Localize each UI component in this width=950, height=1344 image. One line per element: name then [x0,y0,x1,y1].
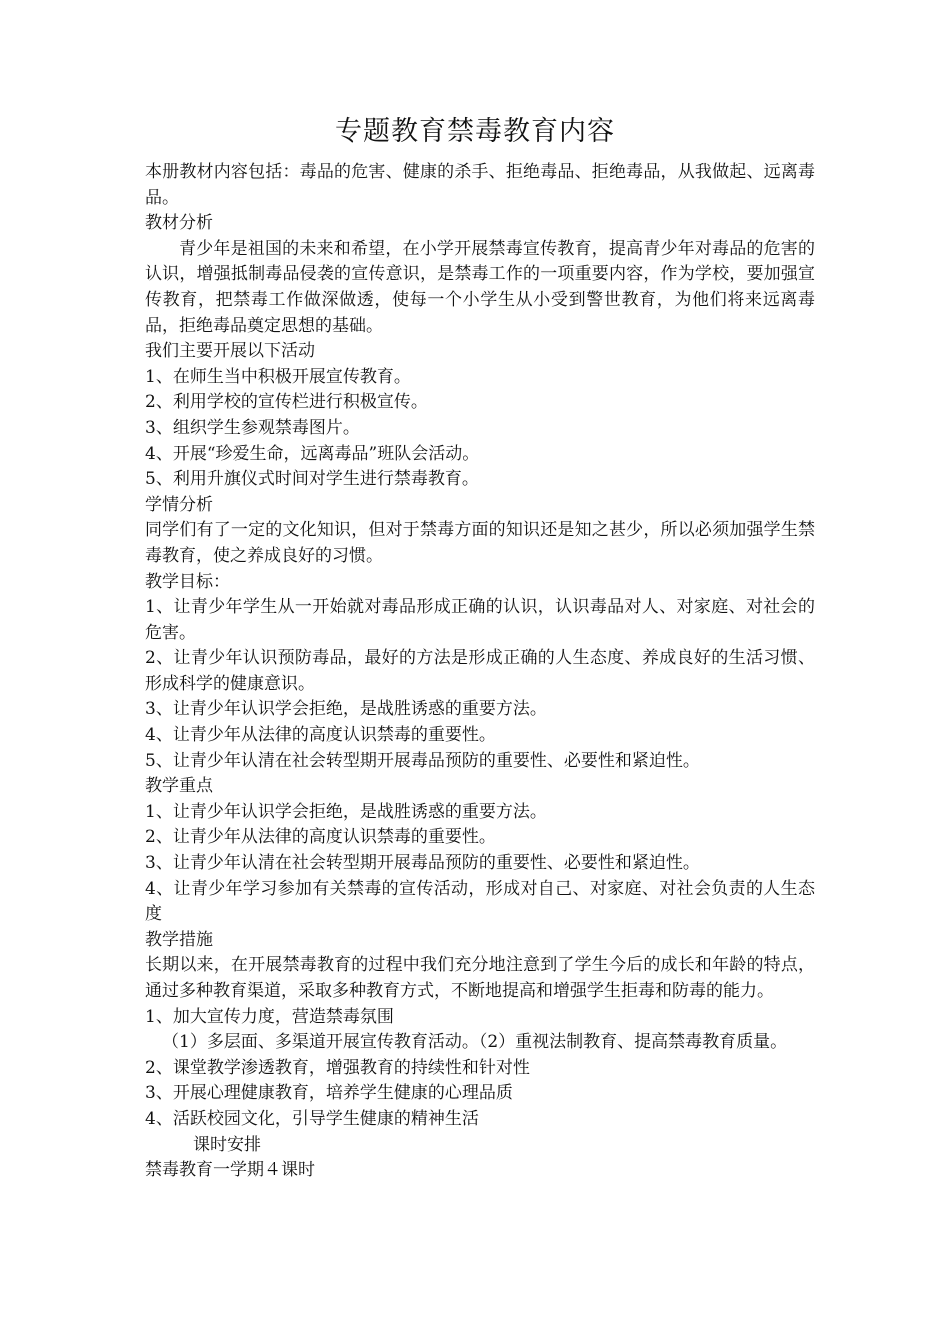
list-item-focus-3: 3、让青少年认清在社会转型期开展毒品预防的重要性、必要性和紧迫性。 [145,853,700,874]
list-item-activity-1: 1、在师生当中积极开展宣传教育。 [145,366,411,387]
list-item-activity-3: 3、组织学生参观禁毒图片。 [145,417,360,438]
paragraph-teaching-measures: 长期以来，在开展禁毒教育的过程中我们充分地注意到了学生今后的成长和年龄的特点，通过多种教育渠道，采取多种教育方式，不断地提高和增强学生拒毒和防毒的能力。 [145,955,815,1001]
paragraph-class-schedule: 禁毒教育一学期４课时 [145,1160,315,1181]
paragraph-textbook-analysis: 青少年是祖国的未来和希望，在小学开展禁毒宣传教育，提高青少年对毒品的危害的认识，增强抵制毒品侵袭的宣传意识，是禁毒工作的一项重要内容，作为学校，要加强宣传教育，把禁毒工作做深做透，使每一个小学生从小受到警世教育，为他们将来远离毒品，拒绝毒品奠定思想的基础。 [145,238,815,336]
list-item-focus-4: 4、让青少年学习参加有关禁毒的宣传活动，形成对自己、对家庭、对社会负责的人生态度 [145,878,815,925]
list-item-goal-5: 5、让青少年认清在社会转型期开展毒品预防的重要性、必要性和紧迫性。 [145,750,700,771]
document-body [145,160,815,1184]
list-item-measure-1: 1、加大宣传力度，营造禁毒氛围 [145,1006,394,1027]
heading-class-schedule: 课时安排 [193,1134,261,1155]
heading-textbook-analysis: 教材分析 [145,213,213,234]
list-item-goal-1: 1、让青少年学生从一开始就对毒品形成正确的认识，认识毒品对人、对家庭、对社会的危害。 [145,597,815,643]
paragraph-measure-1-detail: （1）多层面、多渠道开展宣传教育活动。（2）重视法制教育、提高禁毒教育质量。 [162,1032,788,1053]
list-item-activity-2: 2、利用学校的宣传栏进行积极宣传。 [145,392,428,413]
heading-teaching-measures: 教学措施 [145,929,213,950]
heading-teaching-goals: 教学目标： [145,571,230,592]
list-item-measure-4: 4、活跃校园文化，引导学生健康的精神生活 [145,1108,479,1129]
heading-activities: 我们主要开展以下活动 [145,341,315,362]
list-item-activity-4: 4、开展“珍爱生命，远离毒品”班队会活动。 [145,443,480,464]
list-item-measure-3: 3、开展心理健康教育，培养学生健康的心理品质 [145,1083,513,1104]
list-item-activity-5: 5、利用升旗仪式时间对学生进行禁毒教育。 [145,469,479,490]
list-item-goal-4: 4、让青少年从法律的高度认识禁毒的重要性。 [145,725,496,746]
heading-teaching-focus: 教学重点 [145,776,213,797]
heading-student-analysis: 学情分析 [145,494,213,515]
list-item-goal-2: 2、让青少年认识预防毒品，最好的方法是形成正确的人生态度、养成良好的生活习惯、形成科学的健康意识。 [145,648,815,694]
document-title: 专题教育禁毒教育内容 [335,116,615,147]
list-item-goal-3: 3、让青少年认识学会拒绝，是战胜诱惑的重要方法。 [145,699,547,720]
paragraph-intro: 本册教材内容包括：毒品的危害、健康的杀手、拒绝毒品、拒绝毒品，从我做起、远离毒品。 [145,162,815,208]
paragraph-student-analysis: 同学们有了一定的文化知识，但对于禁毒方面的知识还是知之甚少，所以必须加强学生禁毒教育，使之养成良好的习惯。 [145,520,815,566]
list-item-measure-2: 2、课堂教学渗透教育，增强教育的持续性和针对性 [145,1057,530,1078]
list-item-focus-1: 1、让青少年认识学会拒绝，是战胜诱惑的重要方法。 [145,801,547,822]
list-item-focus-2: 2、让青少年从法律的高度认识禁毒的重要性。 [145,827,496,848]
